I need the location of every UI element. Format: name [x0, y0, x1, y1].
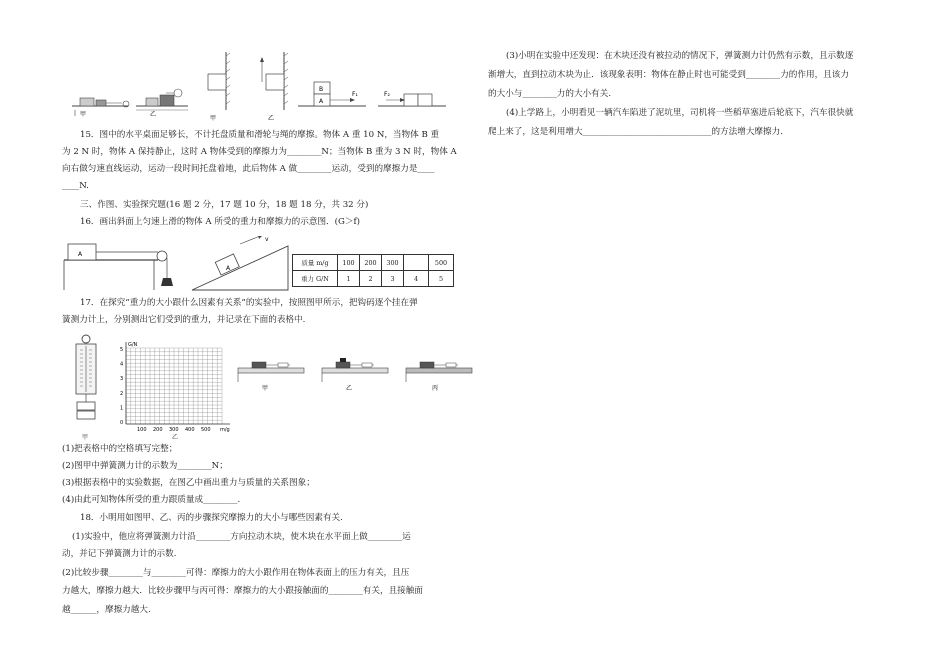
- y-tick-label: 3: [120, 376, 124, 383]
- force-label-F1: F₁: [352, 91, 358, 98]
- x-axis-label: m/g: [220, 427, 230, 433]
- y-tick-label: 1: [120, 405, 124, 412]
- table-cell: 200: [360, 255, 382, 271]
- box-label-A-q16: A: [78, 251, 83, 258]
- fig-label-friction-bing: 丙: [432, 385, 439, 392]
- table-header-mass: 质量 m/g: [293, 255, 338, 271]
- friction-setup-yi: [322, 358, 388, 382]
- q15-line-1: 15．图中的水平桌面足够长，不计托盘质量和滑轮与绳的摩擦。物体 A 重 10 N，当物体 B 重: [80, 130, 440, 140]
- fig-label-p15-2: 乙: [150, 111, 157, 118]
- fig-label-p15-1: 甲: [80, 111, 87, 118]
- q17-data-table: [292, 254, 454, 287]
- q15-figures: [70, 48, 470, 124]
- q18-line-6: 越______，摩擦力越大.: [62, 605, 151, 615]
- q17-item-3: (3)根据表格中的实验数据，在图乙中画出重力与质量的关系图象；: [62, 478, 315, 488]
- table-cell: 500: [429, 255, 454, 271]
- table-cell: 2: [360, 271, 382, 287]
- table-cell: 100: [338, 255, 360, 271]
- velocity-label: v: [265, 236, 269, 243]
- y-tick-label: 2: [120, 390, 124, 397]
- y-tick-label: 4: [120, 361, 124, 368]
- spring-scale-figure: [68, 334, 112, 432]
- q18-line-3: 动，并记下弹簧测力计的示数.: [62, 549, 177, 559]
- incline-figure-q16: [192, 236, 288, 290]
- table-cell-blank: [404, 255, 429, 271]
- q15-line-3: 向右做匀速直线运动，运动一段时间托盘着地，此后物体 A 做________运动，受到的摩擦力是____: [62, 164, 435, 174]
- table-row-weight: [293, 271, 454, 287]
- table-cell: 5: [429, 271, 454, 287]
- q18-line-1: 18．小明用如图甲、乙、丙的步骤探究摩擦力的大小与哪些因素有关.: [80, 513, 343, 523]
- x-tick-label: 400: [185, 427, 195, 433]
- friction-setup-bing: [406, 362, 472, 382]
- q16-text: 16．画出斜面上匀速上滑的物体 A 所受的重力和摩擦力的示意图．(G＞f): [80, 217, 360, 227]
- box-label-A: A: [319, 98, 324, 105]
- table-cell: 3: [382, 271, 404, 287]
- fig-label-p17-yi: 乙: [172, 434, 179, 441]
- q17-line-2: 簧测力计上，分别测出它们受到的重力，并记录在下面的表格中.: [62, 315, 306, 325]
- x-tick-label: 200: [153, 427, 163, 433]
- q15-line-4: ____N.: [62, 181, 89, 191]
- q17-item-4: (4)由此可知物体所受的重力跟质量成________.: [62, 495, 241, 505]
- y-tick-label: 0: [120, 419, 124, 426]
- table-row-mass: [293, 255, 454, 271]
- x-tick-label: 100: [137, 427, 147, 433]
- friction-setup-jia: [238, 362, 304, 382]
- q17-line-1: 17．在探究“重力的大小跟什么因素有关系”的实验中，按照图甲所示，把钩码逐个挂在弹: [80, 298, 418, 308]
- q17-item-1: (1)把表格中的空格填写完整；: [62, 444, 178, 454]
- box-label-B: B: [319, 86, 324, 93]
- gravity-mass-grid: [114, 340, 234, 438]
- q16-figures: [62, 236, 292, 296]
- p3-line-2: 渐增大，直到拉动木块为止．该现象表明：物体在静止时也可能受到________力的作用，且该力: [488, 70, 849, 80]
- table-cell: 300: [382, 255, 404, 271]
- table-header-weight: 重力 G/N: [293, 271, 338, 287]
- y-axis-label: G/N: [128, 342, 138, 348]
- q18-line-2: (1)实验中，他应将弹簧测力计沿________方向拉动木块，使木块在水平面上做________运: [72, 532, 411, 542]
- x-tick-label: 300: [169, 427, 179, 433]
- x-tick-label: 500: [201, 427, 211, 433]
- friction-experiments: [236, 350, 476, 400]
- fig-label-b: 乙: [268, 115, 275, 122]
- p4-line-2: 爬上来了，这是利用增大______________________________的方法增大摩擦力.: [488, 127, 783, 137]
- table-cell: 1: [338, 271, 360, 287]
- force-label-F2: F₂: [384, 91, 390, 98]
- fig-label-p17-jia: 甲: [82, 434, 89, 441]
- fig-label-a: 甲: [210, 115, 217, 122]
- p4-line-1: (4)上学路上，小明看见一辆汽车陷进了泥坑里，司机将一些稻草塞进后轮底下，汽车很快就: [506, 108, 854, 118]
- table-pulley-figure-right: [136, 89, 188, 110]
- fig-label-friction-yi: 乙: [346, 385, 353, 392]
- y-tick-label: 5: [120, 347, 124, 353]
- p3-line-3: 的大小与________力的大小有关.: [488, 89, 612, 99]
- p3-line-1: (3)小明在实验中还发现：在木块还没有被拉动的情况下，弹簧测力计仍然有示数，且示数逐: [506, 51, 854, 61]
- q15-line-2: 为 2 N 时，物体 A 保持静止，这时 A 物体受到的摩擦力为________N；当物体 B 重为 3 N 时，物体 A: [62, 147, 457, 157]
- fig-label-friction-jia: 甲: [262, 385, 269, 392]
- box-label-A-incline: A: [226, 265, 231, 272]
- section3-heading: 三、作图、实验探究题(16 题 2 分，17 题 10 分，18 题 18 分，共 32 分): [80, 200, 369, 210]
- table-cell: 4: [404, 271, 429, 287]
- q17-item-2: (2)图甲中弹簧测力计的示数为________N；: [62, 461, 228, 471]
- q18-line-4: (2)比较步骤________与________可得：摩擦力的大小跟作用在物体表面上的压力有关，且压: [62, 568, 410, 578]
- wall-box-figure-yi: [260, 52, 288, 110]
- wall-box-figure-jia: [208, 52, 230, 110]
- q18-line-5: 力越大，摩擦力越大．比较步骤甲与丙可得：摩擦力的大小跟接触面的________有关，且接触面: [62, 586, 423, 596]
